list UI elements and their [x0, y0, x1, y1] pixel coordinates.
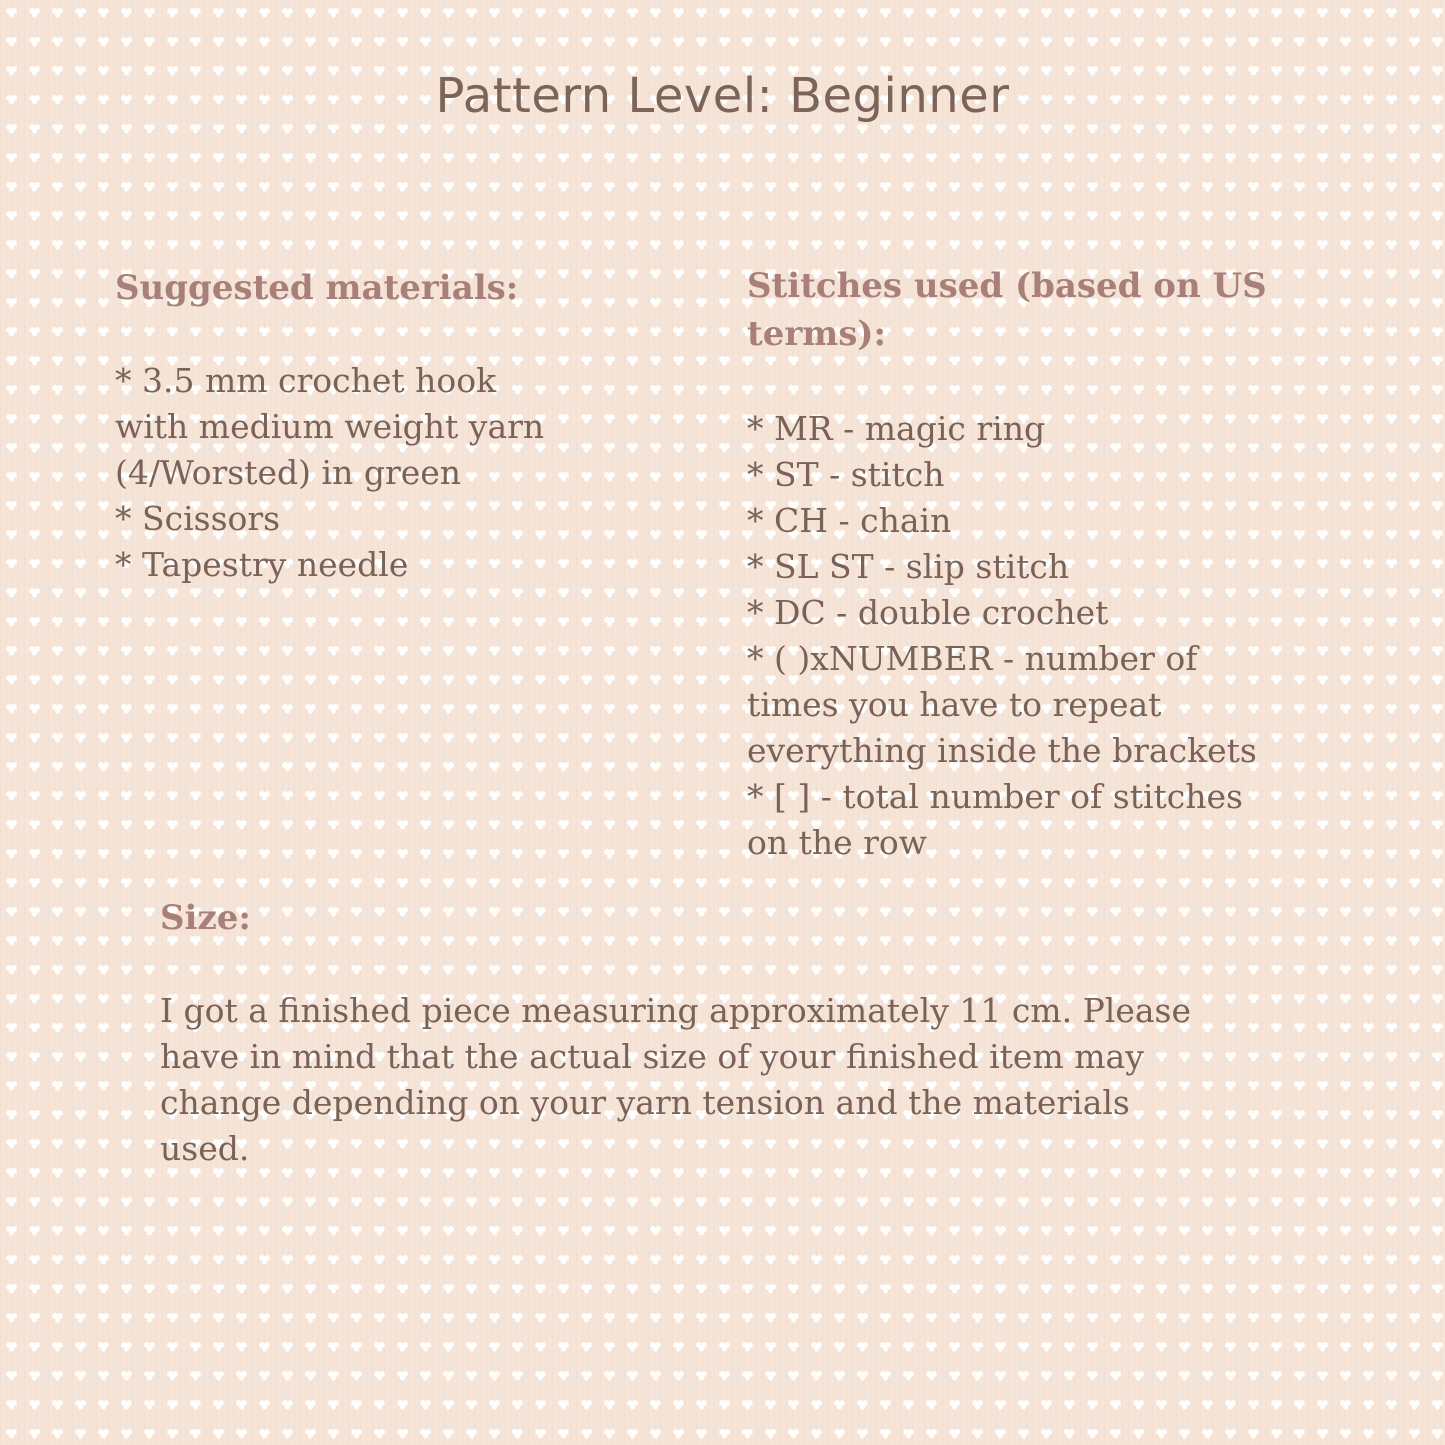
materials-heading: Suggested materials:	[115, 268, 519, 308]
stitches-line: * CH - chain	[747, 501, 952, 540]
materials-line: (4/Worsted) in green	[115, 453, 462, 492]
stitches-line: * [ ] - total number of stitches	[747, 777, 1243, 816]
size-line: change depending on your yarn tension and the materials	[160, 1083, 1130, 1122]
stitches-list	[747, 406, 1387, 866]
stitches-line: on the row	[747, 823, 928, 862]
stitches-section	[747, 262, 1387, 866]
stitches-line: times you have to repeat	[747, 685, 1162, 724]
size-line: have in mind that the actual size of your finished item may	[160, 1037, 1144, 1076]
stitches-line: * MR - magic ring	[747, 409, 1046, 448]
materials-list	[115, 358, 675, 588]
page-title: Pattern Level: Beginner	[435, 68, 1010, 124]
materials-section	[115, 264, 675, 588]
stitches-heading-line-1: Stitches used (based on US	[747, 266, 1267, 306]
materials-line: * Scissors	[115, 499, 281, 538]
size-section	[160, 894, 1360, 1172]
materials-line: * 3.5 mm crochet hook	[115, 361, 497, 400]
stitches-line: everything inside the brackets	[747, 731, 1257, 770]
stitches-line: * ( )xNUMBER - number of	[747, 639, 1198, 678]
stitches-line: * ST - stitch	[747, 455, 945, 494]
size-line: I got a finished piece measuring approximately 11 cm. Please	[160, 991, 1192, 1030]
size-heading: Size:	[160, 898, 251, 938]
stitches-line: * SL ST - slip stitch	[747, 547, 1070, 586]
stitches-line: * DC - double crochet	[747, 593, 1109, 632]
size-line: used.	[160, 1129, 250, 1168]
stitches-heading-line-2: terms):	[747, 314, 887, 354]
materials-line: with medium weight yarn	[115, 407, 545, 446]
materials-line: * Tapestry needle	[115, 545, 409, 584]
